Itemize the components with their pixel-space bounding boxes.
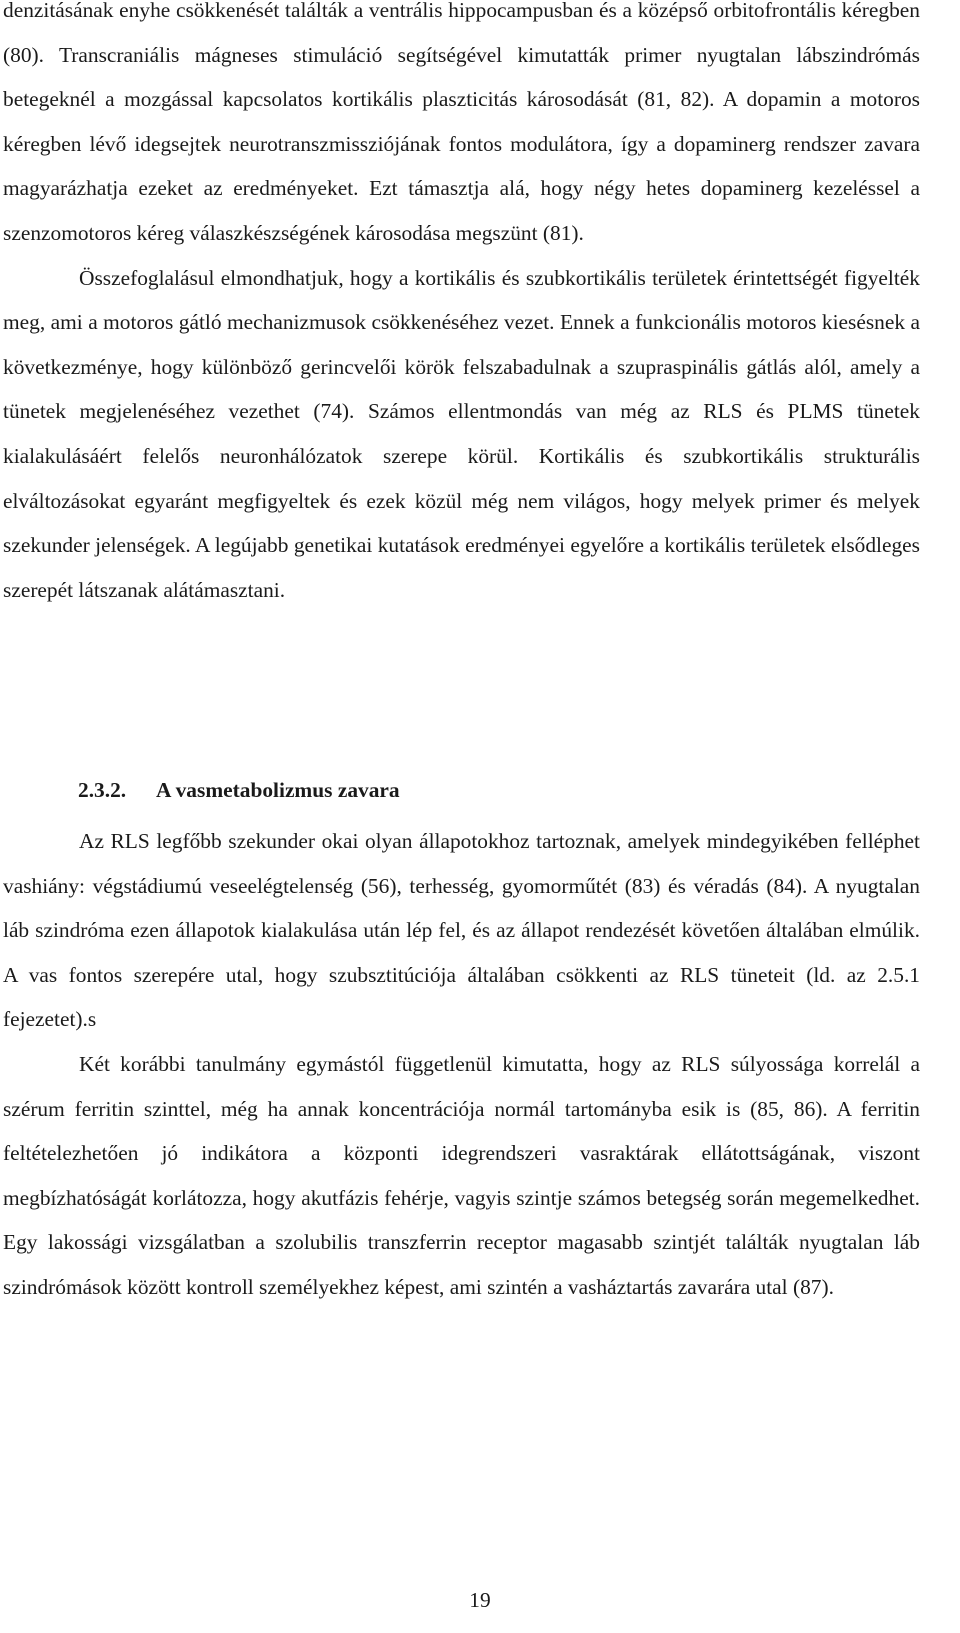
text-block-lower: [3, 819, 920, 1310]
section-paragraph-2: Két korábbi tanulmány egymástól függetlenül kimutatta, hogy az RLS súlyossága korrelál a szérum ferritin szinttel, még ha annak koncentrációja normál tartományba esik is (85, 86). A ferritin feltételezhetően jó indikátora a központi idegrendszeri vasraktárak ellátottságának, viszont megbízhatóságát korlátozza, hogy akutfázis fehérje, vagyis szintje számos betegség során megemelkedhet. Egy lakossági vizsgálatban a szolubilis transzferrin receptor magasabb szintjét találták nyugtalan láb szindrómások között kontroll személyekhez képest, ami szintén a vasháztartás zavarára utal (87).: [3, 1051, 920, 1299]
section-title: A vasmetabolizmus zavara: [156, 778, 400, 802]
section-heading: [78, 768, 400, 812]
summary-paragraph: Összefoglalásul elmondhatjuk, hogy a kortikális és szubkortikális területek érintettségét figyelték meg, ami a motoros gátló mechanizmusok csökkenéséhez vezet. Ennek a funkcionális motoros kiesésnek a következménye, hogy különböző gerincvelői körök felszabadulnak a szupraspinális gátlás alól, amely a tünetek megjelenéséhez vezethet (74). Számos ellentmondás van még az RLS és PLMS tünetek kialakulásáért felelős neuronhálózatok szerepe körül. Kortikális és szubkortikális strukturális elváltozásokat egyaránt megfigyeltek és ezek közül még nem világos, hogy melyek primer és melyek szekunder jelenségek. A legújabb genetikai kutatások eredményei egyelőre a kortikális területek elsődleges szerepét látszanak alátámasztani.: [3, 265, 920, 602]
text-block-upper: [3, 0, 920, 612]
section-paragraph-1: Az RLS legfőbb szekunder okai olyan állapotokhoz tartoznak, amelyek mindegyikében felléphet vashiány: végstádiumú veseelégtelenség (56), terhesség, gyomorműtét (83) és véradás (84). A nyugtalan láb szindróma ezen állapotok kialakulása után lép fel, és az állapot rendezését követően általában elmúlik. A vas fontos szerepére utal, hogy szubsztitúciója általában csökkenti az RLS tüneteit (ld. az 2.5.1 fejezetet).s: [3, 829, 920, 1032]
continuation-paragraph: denzitásának enyhe csökkenését találták a ventrális hippocampusban és a középső orbitofrontális kéregben (80). Transcraniális mágneses stimuláció segítségével kimutatták primer nyugtalan lábszindrómás betegeknél a mozgással kapcsolatos kortikális plaszticitás károsodását (81, 82). A dopamin a motoros kéregben lévő idegsejtek neurotranszmissziójának fontos modulátora, így a dopaminerg rendszer zavara magyarázhatja ezeket az eredményeket. Ezt támasztja alá, hogy négy hetes dopaminerg kezeléssel a szenzomotoros kéreg válaszkészségének károsodása megszünt (81).: [3, 0, 920, 245]
section-number: 2.3.2.: [78, 778, 127, 802]
page-number: 19: [469, 1588, 491, 1612]
